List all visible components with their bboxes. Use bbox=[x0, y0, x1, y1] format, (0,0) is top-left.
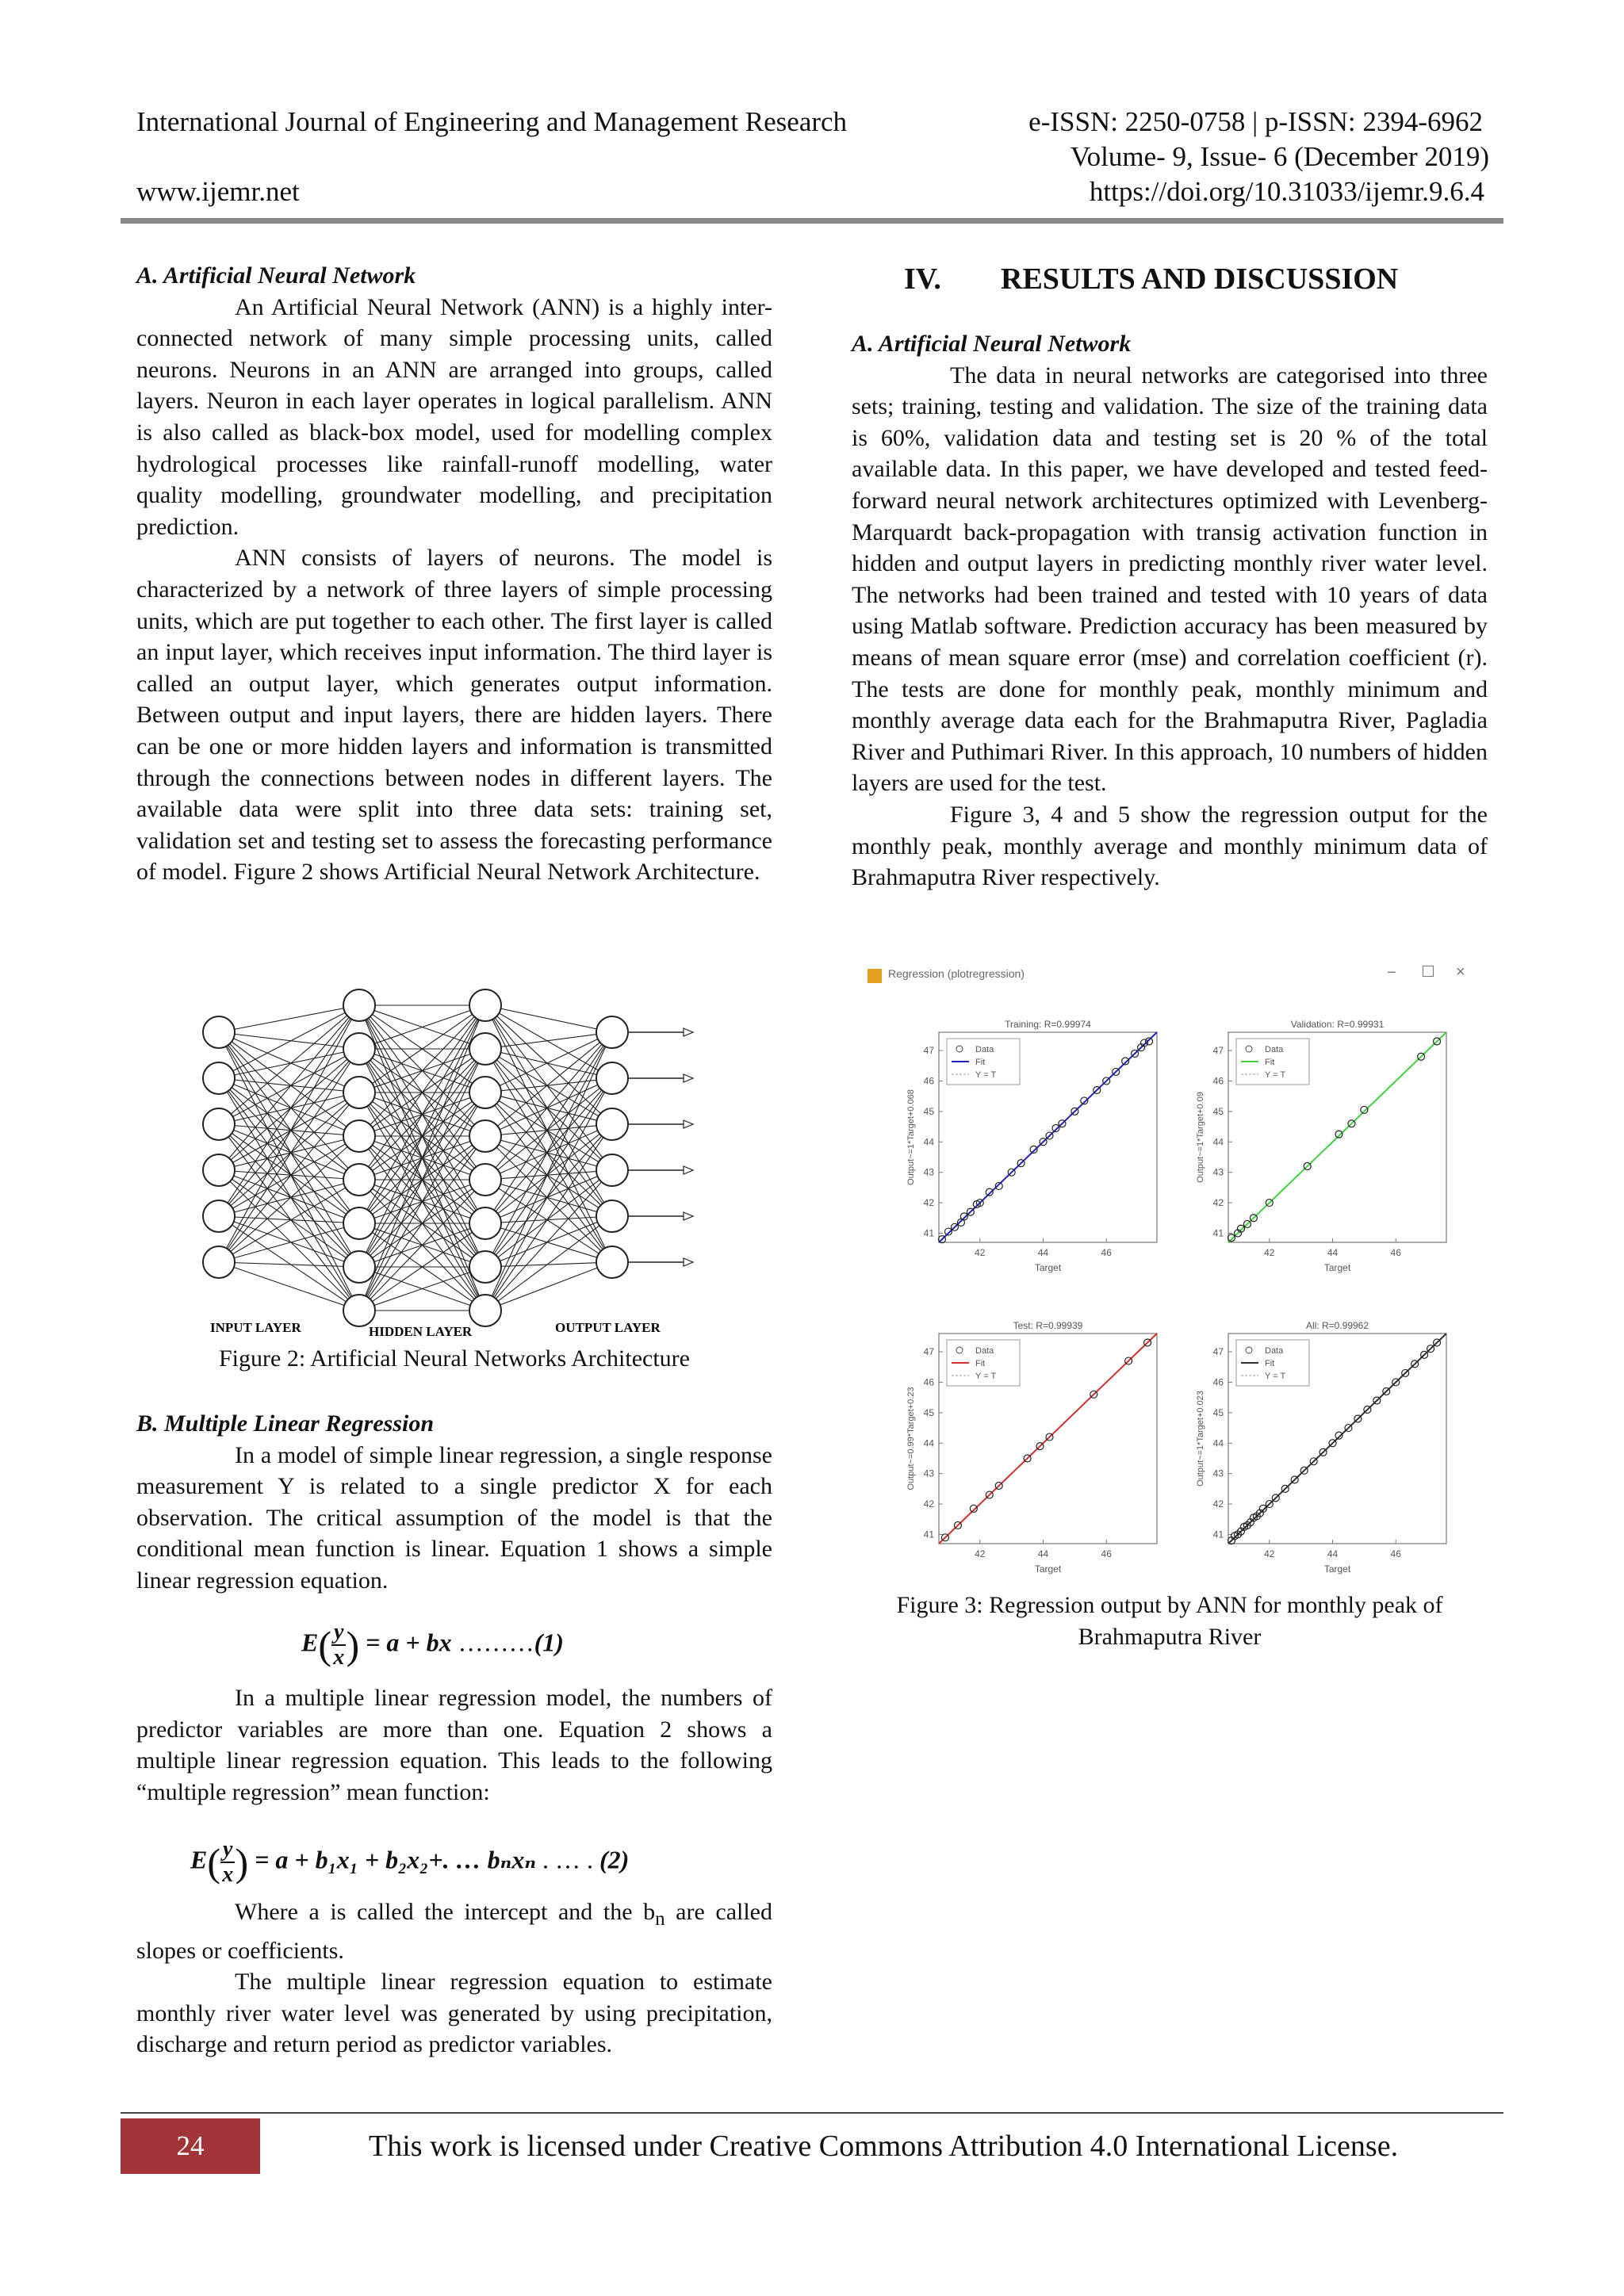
neuron bbox=[203, 1062, 235, 1094]
legend-label: Y = T bbox=[1265, 1070, 1286, 1080]
connection bbox=[219, 1005, 359, 1032]
y-tick-label: 47 bbox=[923, 1346, 934, 1358]
equation-1: E( $\frac{y}{x}$ ) = a + bx ………(1) bbox=[301, 1620, 564, 1670]
right-column bbox=[852, 328, 1488, 894]
connection bbox=[219, 1093, 359, 1170]
plot-title: Test: R=0.99939 bbox=[1013, 1320, 1083, 1331]
mlr-heading: B. Multiple Linear Regression bbox=[136, 1410, 435, 1437]
neuron bbox=[343, 1207, 375, 1239]
connection bbox=[219, 1005, 359, 1170]
y-tick-label: 45 bbox=[1212, 1406, 1224, 1418]
legend-label: Data bbox=[975, 1045, 994, 1054]
legend-label: Data bbox=[1265, 1346, 1284, 1356]
eq1-expectation: E bbox=[301, 1628, 319, 1657]
eq1-dots: ……… bbox=[451, 1628, 534, 1657]
x-tick-label: 46 bbox=[1101, 1247, 1112, 1258]
matlab-icon bbox=[868, 969, 882, 983]
y-tick-label: 44 bbox=[923, 1437, 934, 1449]
plot-title: All: R=0.99962 bbox=[1305, 1320, 1369, 1331]
y-tick-label: 46 bbox=[923, 1376, 934, 1388]
connection bbox=[219, 1032, 359, 1049]
figure-2-caption: Figure 2: Artificial Neural Networks Architecture bbox=[219, 1345, 690, 1372]
output-arrow-head bbox=[684, 1074, 693, 1082]
x-tick-label: 46 bbox=[1390, 1247, 1401, 1258]
connection bbox=[485, 1124, 612, 1223]
mlr-paragraph-3 bbox=[136, 1896, 772, 1966]
regression-plot bbox=[906, 1320, 1157, 1575]
eq2-dots: . … . bbox=[535, 1845, 599, 1874]
x-tick-label: 46 bbox=[1101, 1548, 1112, 1559]
connection bbox=[485, 1078, 612, 1223]
mlr-p3-text: Where a is called the intercept and the b bbox=[235, 1899, 656, 1925]
window-titlebar bbox=[860, 961, 1486, 993]
neuron bbox=[469, 1207, 501, 1239]
legend-label: Y = T bbox=[1265, 1372, 1286, 1381]
mlr-paragraph-2: In a multiple linear regression model, the numbers of predictor variables are more than one. Equation 2 shows a multiple linear regression equation. This leads to the following “multiple regression” mean function: bbox=[136, 1685, 772, 1805]
connection bbox=[219, 1032, 359, 1136]
y-tick-label: 41 bbox=[1212, 1227, 1224, 1239]
eq1-numerator: y bbox=[331, 1621, 346, 1646]
connection bbox=[485, 1180, 612, 1262]
x-axis-label: Target bbox=[1034, 1262, 1062, 1273]
eq1-denominator: x bbox=[333, 1645, 345, 1670]
neuron bbox=[203, 1200, 235, 1232]
neuron bbox=[596, 1246, 628, 1278]
neuron bbox=[596, 1108, 628, 1140]
connection bbox=[485, 1078, 612, 1180]
y-tick-label: 44 bbox=[1212, 1136, 1224, 1148]
mlr-paragraph-2-wrap bbox=[136, 1682, 772, 1808]
y-tick-label: 45 bbox=[1212, 1105, 1224, 1117]
neuron bbox=[203, 1154, 235, 1186]
y-tick-label: 45 bbox=[923, 1105, 934, 1117]
legend-label: Data bbox=[1265, 1045, 1284, 1054]
y-tick-label: 47 bbox=[923, 1045, 934, 1057]
connection bbox=[485, 1032, 612, 1136]
plot-title: Validation: R=0.99931 bbox=[1290, 1019, 1385, 1030]
y-tick-label: 42 bbox=[1212, 1197, 1224, 1209]
neuron bbox=[469, 1164, 501, 1196]
connection bbox=[485, 1216, 612, 1267]
legend-label: Y = T bbox=[975, 1372, 997, 1381]
mlr-section bbox=[136, 1408, 772, 1597]
x-tick-label: 42 bbox=[975, 1548, 986, 1559]
input-layer-label: INPUT LAYER bbox=[210, 1320, 301, 1335]
doi-link[interactable]: https://doi.org/10.31033/ijemr.9.6.4 bbox=[1089, 176, 1484, 207]
neuron bbox=[343, 1077, 375, 1108]
connection bbox=[219, 1005, 359, 1262]
neuron bbox=[343, 1251, 375, 1283]
section-number: IV. bbox=[904, 262, 941, 296]
y-tick-label: 41 bbox=[1212, 1529, 1224, 1540]
y-tick-label: 43 bbox=[1212, 1166, 1224, 1178]
figure-3-caption: Figure 3: Regression output by ANN for monthly peak of Brahmaputra River bbox=[896, 1592, 1443, 1650]
connection bbox=[485, 1136, 612, 1170]
legend-label: Data bbox=[975, 1346, 994, 1356]
y-axis-label: Output~=1*Target+0.023 bbox=[1196, 1391, 1205, 1487]
eq2-rhs: = a + b₁x₁ + b₂x₂+. … bₙxₙ bbox=[248, 1845, 536, 1874]
mlr-paragraph-4: The multiple linear regression equation to estimate monthly river water level was generated by using precipitation, discharge and return period as predictor variables. bbox=[136, 1969, 772, 2058]
hidden-layer-label: HIDDEN LAYER bbox=[369, 1324, 473, 1339]
y-axis-label: Output~=0.99*Target+0.23 bbox=[906, 1387, 916, 1490]
y-tick-label: 41 bbox=[923, 1227, 934, 1239]
connection bbox=[219, 1078, 359, 1223]
neuron bbox=[469, 1295, 501, 1326]
ann-paragraph-2: ANN consists of layers of neurons. The model is characterized by a network of three layers of simple processing units, which are put together to each other. The first layer is called an input layer, which receives input information. The third layer is called an output layer, which generates output information. Between output and input layers, there are hidden layers. There can be one or more hidden layers and information is transmitted through the connections between nodes in different layers. The available data were split into three data sets: training set, validation set and testing set to assess the forecasting performance of model. Figure 2 shows Artificial Neural Network Architecture. bbox=[136, 545, 772, 886]
x-tick-label: 46 bbox=[1390, 1548, 1401, 1559]
eq2-fraction bbox=[220, 1838, 235, 1887]
connection bbox=[485, 1093, 612, 1124]
x-tick-label: 42 bbox=[975, 1247, 986, 1258]
journal-name: International Journal of Engineering and Management Research bbox=[136, 106, 848, 137]
mlr-p3-text-end: are called slopes or coefficients. bbox=[136, 1899, 772, 1964]
window-title: Regression (plotregression) bbox=[888, 967, 1025, 980]
results-paragraph-2: Figure 3, 4 and 5 show the regression output for the monthly peak, monthly average and monthly minimum data of Brahmaputra River respectively. bbox=[852, 801, 1488, 891]
eq2-denominator: x bbox=[222, 1862, 234, 1887]
x-tick-label: 44 bbox=[1037, 1247, 1049, 1258]
results-paragraph-1: The data in neural networks are categorised into three sets; training, testing and validation. The size of the training data is 60%, validation data and testing set is 20 % of the total available data. In this paper, we have developed and tested feed-forward neural network architectures optimized with Levenberg-Marquardt back-propagation with transig activation function in hidden and output layers in predicting monthly river water level. The networks had been trained and tested with 10 years of data using Matlab software. Prediction accuracy has been measured by means of mean square error (mse) and correlation coefficient (r). The tests are done for monthly peak, monthly minimum and monthly average data each for the Brahmaputra River, Pagladia River and Puthimari River. In this approach, 10 numbers of hidden layers are used for the test. bbox=[852, 362, 1488, 797]
connection bbox=[485, 1005, 612, 1032]
neuron bbox=[469, 989, 501, 1021]
y-tick-label: 46 bbox=[1212, 1376, 1224, 1388]
y-axis-label: Output~=1*Target+0.09 bbox=[1196, 1092, 1205, 1183]
header-rule bbox=[121, 218, 1503, 224]
connection bbox=[485, 1093, 612, 1262]
y-tick-label: 42 bbox=[1212, 1498, 1224, 1510]
ann-heading: A. Artificial Neural Network bbox=[136, 262, 416, 289]
output-arrow-head bbox=[684, 1212, 693, 1220]
results-ann-heading: A. Artificial Neural Network bbox=[852, 331, 1132, 357]
x-tick-label: 44 bbox=[1327, 1247, 1339, 1258]
regression-figure-window bbox=[860, 961, 1486, 1579]
y-tick-label: 44 bbox=[1212, 1437, 1224, 1449]
neuron bbox=[343, 989, 375, 1021]
neuron bbox=[469, 1120, 501, 1152]
legend-label: Fit bbox=[1265, 1058, 1275, 1067]
neuron bbox=[469, 1077, 501, 1108]
y-tick-label: 47 bbox=[1212, 1045, 1224, 1057]
left-column bbox=[136, 260, 772, 888]
connection bbox=[219, 1180, 359, 1262]
eq2-number: (2) bbox=[599, 1845, 630, 1874]
y-tick-label: 47 bbox=[1212, 1346, 1224, 1358]
neuron bbox=[203, 1016, 235, 1048]
y-tick-label: 43 bbox=[923, 1166, 934, 1178]
x-axis-label: Target bbox=[1323, 1262, 1351, 1273]
neuron bbox=[469, 1251, 501, 1283]
neuron bbox=[343, 1164, 375, 1196]
connection bbox=[485, 1170, 612, 1267]
website-link[interactable]: www.ijemr.net bbox=[136, 176, 300, 207]
regression-plot bbox=[906, 1019, 1157, 1273]
output-arrow-head bbox=[684, 1028, 693, 1036]
mlr-p3-subscript: n bbox=[655, 1908, 665, 1930]
y-tick-label: 44 bbox=[923, 1136, 934, 1148]
y-tick-label: 46 bbox=[923, 1075, 934, 1087]
eq1-rhs: = a + bx bbox=[359, 1628, 452, 1657]
y-tick-label: 46 bbox=[1212, 1075, 1224, 1087]
y-tick-label: 42 bbox=[923, 1197, 934, 1209]
connection bbox=[485, 1170, 612, 1311]
neuron bbox=[596, 1154, 628, 1186]
neuron bbox=[203, 1246, 235, 1278]
mlr-closing bbox=[136, 1896, 772, 2061]
footer-rule bbox=[121, 2112, 1503, 2114]
neuron bbox=[469, 1033, 501, 1065]
neuron bbox=[203, 1108, 235, 1140]
y-tick-label: 42 bbox=[923, 1498, 934, 1510]
ann-output-arrows bbox=[628, 1028, 693, 1266]
connection bbox=[219, 1093, 359, 1262]
connection bbox=[219, 1136, 359, 1170]
x-axis-label: Target bbox=[1034, 1563, 1062, 1575]
legend-label: Fit bbox=[975, 1058, 986, 1067]
connection bbox=[485, 1136, 612, 1216]
eq2-numerator: y bbox=[220, 1838, 235, 1863]
volume: Volume- 9, Issue- 6 (December 2019) bbox=[1070, 141, 1489, 172]
legend-label: Fit bbox=[1265, 1359, 1275, 1368]
y-tick-label: 45 bbox=[923, 1406, 934, 1418]
neuron bbox=[343, 1120, 375, 1152]
output-layer-label: OUTPUT LAYER bbox=[555, 1320, 661, 1335]
regression-plot bbox=[1196, 1019, 1446, 1273]
x-tick-label: 42 bbox=[1264, 1548, 1275, 1559]
y-axis-label: Output~=1*Target+0.068 bbox=[906, 1089, 916, 1185]
close-button[interactable]: × bbox=[1456, 963, 1465, 981]
output-arrow-head bbox=[684, 1120, 693, 1128]
neuron bbox=[343, 1033, 375, 1065]
connection bbox=[219, 1093, 359, 1124]
maximize-button[interactable] bbox=[1423, 966, 1434, 977]
connection bbox=[485, 1124, 612, 1267]
neuron bbox=[343, 1295, 375, 1326]
connection bbox=[485, 1093, 612, 1170]
section-title: RESULTS AND DISCUSSION bbox=[1001, 262, 1399, 296]
connection bbox=[219, 1136, 359, 1216]
neuron bbox=[596, 1062, 628, 1094]
license-text: This work is licensed under Creative Commons Attribution 4.0 International License. bbox=[369, 2130, 1399, 2163]
y-tick-label: 41 bbox=[923, 1529, 934, 1540]
page-number: 24 bbox=[121, 2118, 260, 2174]
x-tick-label: 44 bbox=[1327, 1548, 1339, 1559]
neuron bbox=[596, 1016, 628, 1048]
x-tick-label: 44 bbox=[1037, 1548, 1049, 1559]
regression-plots bbox=[860, 993, 1486, 1579]
neuron bbox=[596, 1200, 628, 1232]
minimize-button[interactable]: − bbox=[1387, 964, 1396, 982]
regression-plot bbox=[1196, 1320, 1446, 1575]
connection bbox=[219, 1124, 359, 1223]
x-axis-label: Target bbox=[1323, 1563, 1351, 1575]
ann-architecture-figure bbox=[190, 983, 714, 1344]
y-tick-label: 43 bbox=[923, 1468, 934, 1479]
ann-connections bbox=[219, 1005, 612, 1311]
legend-label: Fit bbox=[975, 1359, 986, 1368]
mlr-paragraph-1: In a model of simple linear regression, a single response measurement Y is related to a single predictor X for each observation. The critical assumption of the model is that the conditional mean function is linear. Equation 1 shows a simple linear regression equation. bbox=[136, 1441, 772, 1594]
plot-title: Training: R=0.99974 bbox=[1005, 1019, 1091, 1030]
ann-paragraph-1: An Artificial Neural Network (ANN) is a highly inter-connected network of many simple processing units, called neurons. Neurons in an ANN are arranged into groups, called layers. Neuron in each layer operates in logical parallelism. ANN is also called as black-box model, used for modelling complex hydrological processes like rainfall-runoff modelling, water quality modelling, groundwater modelling, and precipitation prediction. bbox=[136, 293, 772, 540]
output-arrow-head bbox=[684, 1166, 693, 1174]
issn: e-ISSN: 2250-0758 | p-ISSN: 2394-6962 bbox=[1028, 106, 1483, 137]
output-arrow-head bbox=[684, 1258, 693, 1266]
equation-2: E( $\frac{y}{x}$ ) = a + b₁x₁ + b₂x₂+. … bₙxₙ . … . (2) bbox=[190, 1837, 630, 1887]
connection bbox=[485, 1216, 612, 1311]
eq2-expectation: E bbox=[190, 1845, 208, 1874]
eq1-number: (1) bbox=[534, 1628, 564, 1657]
connection bbox=[219, 1078, 359, 1180]
y-tick-label: 43 bbox=[1212, 1468, 1224, 1479]
connection bbox=[485, 1032, 612, 1049]
eq1-fraction bbox=[331, 1621, 346, 1670]
x-tick-label: 42 bbox=[1264, 1247, 1275, 1258]
legend-label: Y = T bbox=[975, 1070, 997, 1080]
